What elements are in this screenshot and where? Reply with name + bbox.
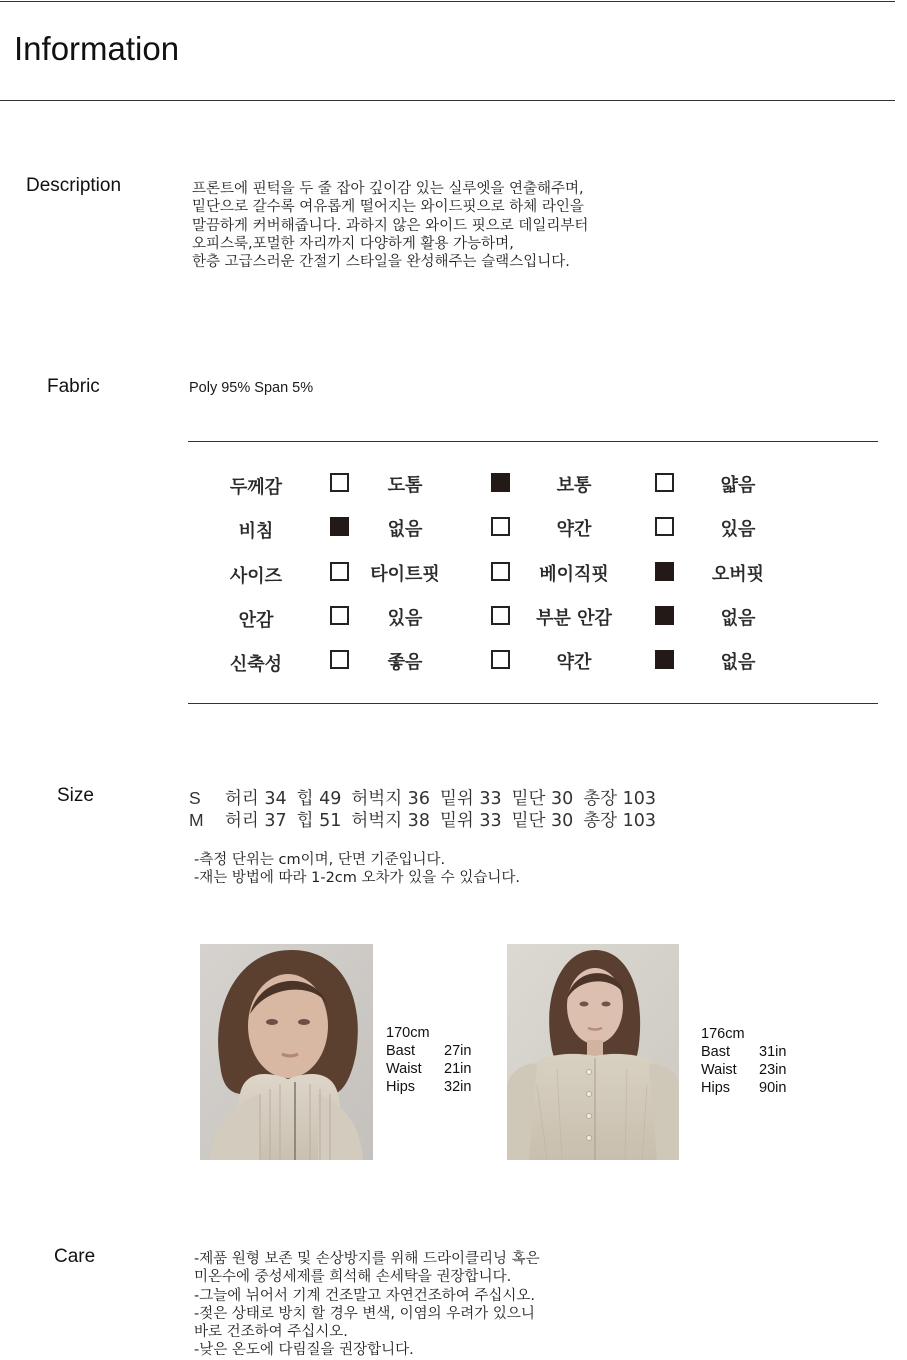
stat-key: Bast [701, 1044, 731, 1060]
description-line: 오피스룩,포멀한 자리까지 다양하게 활용 가능하며, [192, 235, 514, 252]
description-label: Description [26, 175, 122, 196]
option-label: 있음 [387, 608, 423, 629]
model-stats-1 [386, 1024, 471, 1096]
option-label: 타이트핏 [370, 564, 440, 585]
checkbox [655, 473, 674, 492]
stat-key: Waist [701, 1062, 737, 1078]
option-label: 약간 [556, 519, 592, 540]
attribute-name: 사이즈 [229, 566, 283, 587]
checkbox [330, 473, 349, 492]
checkbox [655, 517, 674, 536]
stat-value: 31in [759, 1044, 787, 1060]
measure: 허벅지 38 [351, 811, 430, 831]
size-notes [194, 851, 520, 888]
description-line: 한층 고급스러운 간절기 스타일을 완성해주는 슬랙스입니다. [192, 254, 570, 271]
option-label: 약간 [556, 652, 592, 673]
care-text [194, 1250, 540, 1360]
stat-value: 32in [444, 1079, 472, 1095]
measure: 밑위 33 [439, 811, 502, 831]
care-label: Care [54, 1246, 96, 1267]
size-code: M [189, 810, 204, 830]
description-text [192, 180, 588, 271]
attribute-name: 두께감 [229, 477, 283, 498]
attribute-row-fit [0, 560, 907, 590]
attribute-row-stretch [0, 648, 907, 678]
option-label: 없음 [387, 519, 423, 540]
description-line: 밑단으로 갈수록 여유롭게 떨어지는 와이드핏으로 하체 라인을 [192, 199, 584, 216]
stat-value: 23in [759, 1062, 787, 1078]
fabric-composition: Poly 95% Span 5% [189, 380, 314, 396]
model-photo-2-illustration [507, 944, 679, 1160]
size-note: -재는 방법에 따라 1-2cm 오차가 있을 수 있습니다. [194, 870, 521, 887]
checkbox [491, 562, 510, 581]
page-title: Information [14, 30, 180, 67]
header-divider [0, 100, 895, 101]
care-line: 미온수에 중성세제를 희석해 손세탁을 권장합니다. [194, 1269, 512, 1286]
model-photo-1 [200, 944, 373, 1160]
description-line: 말끔하게 커버해줍니다. 과하지 않은 와이드 핏으로 데일리부터 [192, 217, 589, 234]
checkbox [330, 650, 349, 669]
stat-key: Bast [386, 1043, 416, 1059]
checkbox-checked [655, 650, 674, 669]
size-note: -측정 단위는 cm이며, 단면 기준입니다. [194, 852, 446, 868]
description-line: 프론트에 핀턱을 두 줄 잡아 깊이감 있는 실루엣을 연출해주며, [192, 181, 584, 197]
attribute-name: 신축성 [229, 654, 283, 675]
checkbox [330, 606, 349, 625]
measure: 힙 49 [296, 789, 342, 809]
checkbox-checked [655, 562, 674, 581]
top-rule [0, 1, 895, 2]
model-photo-1-illustration [200, 944, 373, 1160]
option-label: 없음 [720, 608, 756, 629]
model-height: 176cm [701, 1026, 745, 1042]
stat-key: Waist [386, 1061, 422, 1077]
measure: 밑단 30 [511, 811, 574, 831]
checkbox [491, 517, 510, 536]
stat-value: 21in [444, 1061, 472, 1077]
care-line: -제품 원형 보존 및 손상방지를 위해 드라이클리닝 혹은 [194, 1251, 540, 1267]
attribute-name: 안감 [238, 610, 274, 631]
attributes-bottom-rule [188, 703, 878, 704]
model-stats-2 [701, 1025, 786, 1097]
measure: 허벅지 36 [351, 789, 430, 809]
checkbox-checked [330, 517, 349, 536]
measure: 총장 103 [583, 811, 657, 831]
attribute-row-sheerness [0, 515, 907, 545]
care-line: -젖은 상태로 방치 할 경우 변색, 이염의 우려가 있으니 [194, 1305, 535, 1322]
care-line: 바로 건조하여 주십시오. [194, 1324, 348, 1341]
care-line: -그늘에 뉘어서 기계 건조말고 자연건조하여 주십시오. [194, 1287, 536, 1304]
option-label: 도톰 [387, 475, 423, 496]
stat-key: Hips [386, 1079, 416, 1095]
option-label: 좋음 [387, 652, 423, 673]
attribute-row-thickness [0, 471, 907, 501]
fabric-label: Fabric [47, 376, 100, 397]
option-label: 베이직핏 [539, 564, 609, 585]
measure: 밑단 30 [511, 789, 574, 809]
measure: 허리 37 [225, 811, 287, 831]
measure: 힙 51 [296, 811, 342, 831]
option-label: 없음 [720, 652, 756, 673]
size-row-m [189, 807, 666, 832]
option-label: 부분 안감 [536, 608, 612, 629]
option-label: 오버핏 [711, 564, 765, 585]
checkbox [330, 562, 349, 581]
attribute-name: 비침 [238, 521, 274, 542]
attributes-top-rule [188, 441, 878, 442]
option-label: 있음 [720, 519, 756, 540]
measure: 밑위 33 [439, 789, 502, 809]
stat-key: Hips [701, 1080, 731, 1096]
checkbox-checked [491, 473, 510, 492]
checkbox [491, 606, 510, 625]
care-line: -낮은 온도에 다림질을 권장합니다. [194, 1342, 414, 1359]
model-height: 170cm [386, 1025, 430, 1041]
measure: 허리 34 [225, 789, 287, 809]
size-label: Size [57, 785, 94, 806]
attribute-row-lining [0, 604, 907, 634]
option-label: 보통 [556, 475, 592, 496]
option-label: 얇음 [720, 475, 756, 496]
stat-value: 27in [444, 1043, 472, 1059]
size-code: S [189, 788, 201, 808]
checkbox-checked [655, 606, 674, 625]
stat-value: 90in [759, 1080, 787, 1096]
measure: 총장 103 [583, 789, 657, 809]
checkbox [491, 650, 510, 669]
model-photo-2 [507, 944, 679, 1160]
